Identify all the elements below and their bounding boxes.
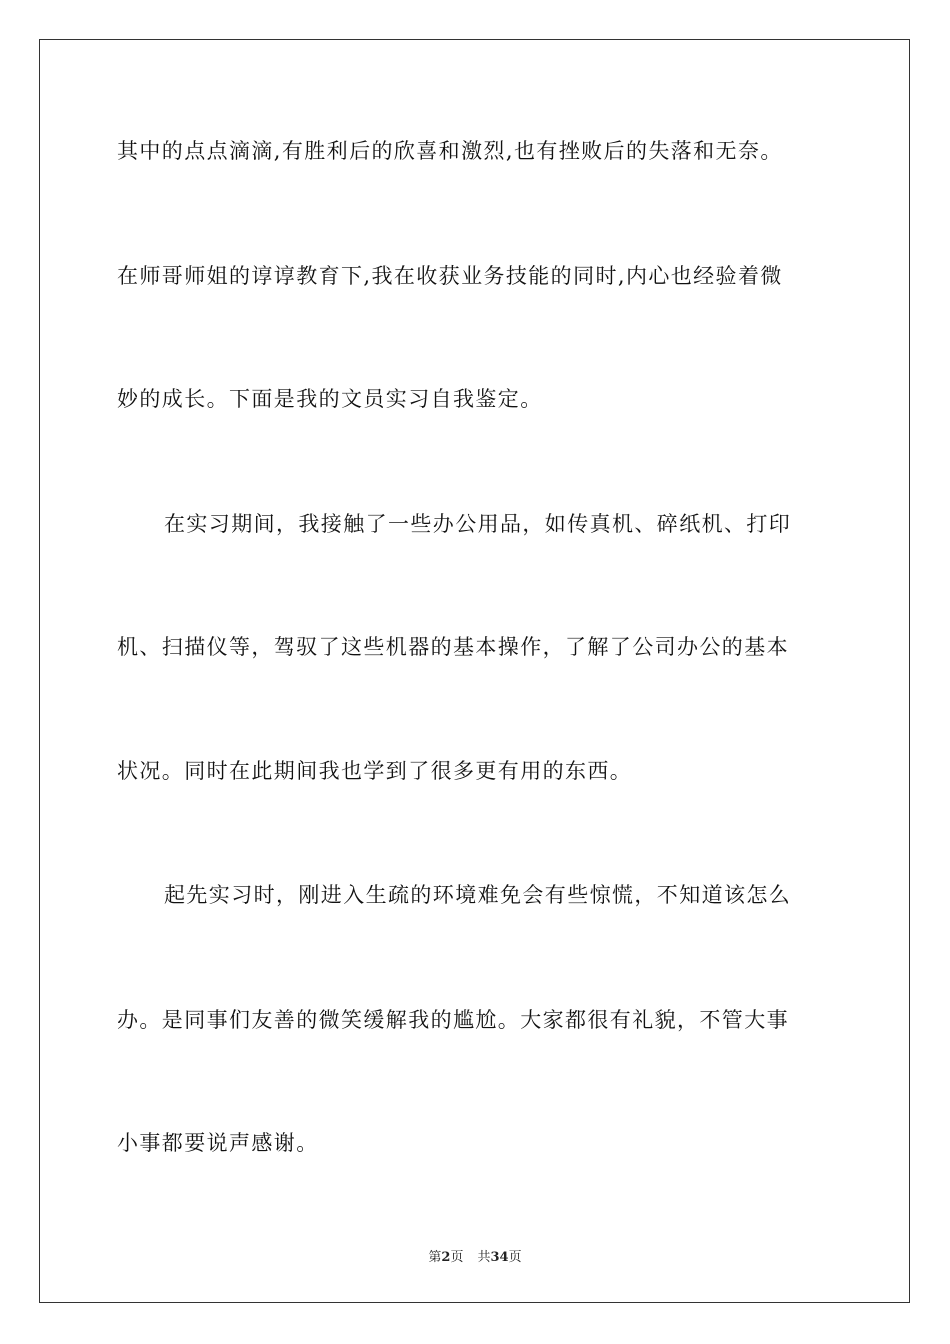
page-footer — [0, 1250, 950, 1266]
paragraph-line-2: 在师哥师姐的谆谆教育下,我在收获业务技能的同时,内心也经验着微 — [117, 264, 783, 288]
total-label-suffix: 页 — [508, 1250, 522, 1265]
paragraph-line-8: 办。是同事们友善的微笑缓解我的尴尬。大家都很有礼貌，不管大事 — [117, 1008, 789, 1032]
paragraph-line-9: 小事都要说声感谢。 — [117, 1131, 319, 1155]
total-pages: 34 — [490, 1250, 509, 1265]
page-label-prefix: 第 — [428, 1250, 442, 1265]
paragraph-line-4: 在实习期间，我接触了一些办公用品，如传真机、碎纸机、打印 — [164, 512, 792, 536]
paragraph-line-7: 起先实习时，刚进入生疏的环境难免会有些惊慌，不知道该怎么 — [164, 883, 792, 907]
paragraph-line-6: 状况。同时在此期间我也学到了很多更有用的东西。 — [117, 759, 633, 783]
paragraph-line-3: 妙的成长。下面是我的文员实习自我鉴定。 — [117, 387, 543, 411]
page-number: 2 — [441, 1250, 451, 1265]
page-border — [39, 39, 910, 1303]
paragraph-line-5: 机、扫描仪等，驾驭了这些机器的基本操作，了解了公司办公的基本 — [117, 635, 789, 659]
page-label-suffix: 页 — [450, 1250, 464, 1265]
paragraph-line-1: 其中的点点滴滴,有胜利后的欣喜和激烈,也有挫败后的失落和无奈。 — [117, 139, 783, 163]
total-label-prefix: 共 — [477, 1250, 491, 1265]
